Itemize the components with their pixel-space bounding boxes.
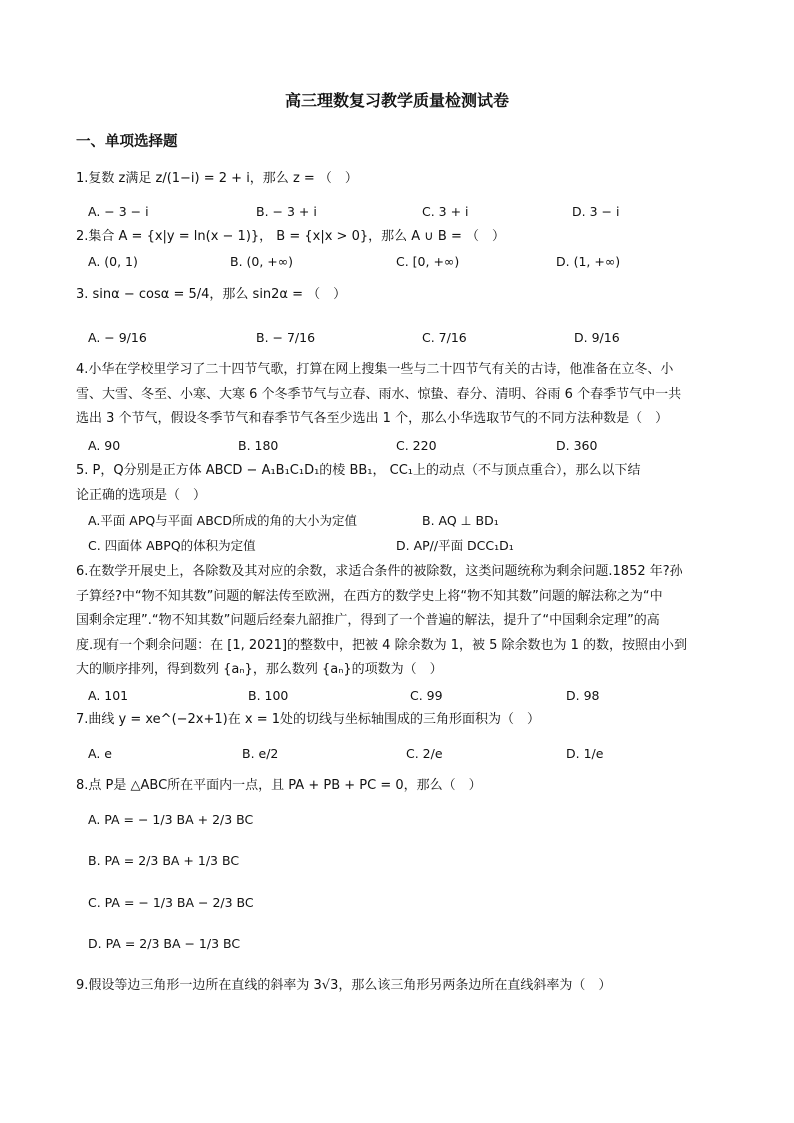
question-6-stem-line-5: 大的顺序排列，得到数列 {aₙ}，那么数列 {aₙ}的项数为（ ） bbox=[76, 662, 443, 677]
q4-option-d[interactable]: D. 360 bbox=[556, 438, 598, 453]
question-5-stem-line-2: 论正确的选项是（ ） bbox=[76, 487, 207, 503]
question-2-options bbox=[88, 250, 728, 274]
question-5-options-row-1 bbox=[88, 509, 728, 533]
question-8 bbox=[76, 774, 726, 799]
q1-option-a[interactable]: A. − 3 − i bbox=[88, 204, 149, 219]
question-4-stem-line-1: 4.小华在学校里学习了二十四节气歌，打算在网上搜集一些与二十四节气有关的古诗，他准备在立冬、小 bbox=[76, 362, 674, 377]
exam-title: 高三理数复习教学质量检测试卷 bbox=[284, 91, 509, 110]
q3-option-b[interactable]: B. − 7/16 bbox=[256, 330, 316, 345]
q6-option-b[interactable]: B. 100 bbox=[248, 688, 289, 703]
question-4-stem-line-2: 雪、大雪、冬至、小寒、大寒 6 个冬季节气与立春、雨水、惊蛰、春分、清明、谷雨 6 个春季节气中一共 bbox=[76, 386, 682, 402]
question-6 bbox=[76, 560, 726, 683]
question-5-options-row-2 bbox=[88, 534, 728, 558]
q2-option-a[interactable]: A. (0, 1) bbox=[88, 254, 138, 269]
question-4 bbox=[76, 358, 726, 432]
q1-option-c[interactable]: C. 3 + i bbox=[422, 204, 469, 219]
question-6-stem-line-4: 度.现有一个剩余问题：在 [1, 2021]的整数中，把被 4 除余数为 1，被 5 除余数也为 1 的数，按照由小到 bbox=[76, 637, 688, 653]
q4-option-b[interactable]: B. 180 bbox=[238, 438, 279, 453]
q7-option-d[interactable]: D. 1/e bbox=[566, 746, 604, 761]
question-1 bbox=[76, 167, 726, 192]
q6-option-c[interactable]: C. 99 bbox=[410, 688, 443, 703]
question-1-options bbox=[88, 200, 728, 224]
q7-option-b[interactable]: B. e/2 bbox=[242, 746, 279, 761]
q1-option-b[interactable]: B. − 3 + i bbox=[256, 204, 317, 219]
question-3-stem: 3. sinα − cosα = 5/4，那么 sin2α = （ ） bbox=[76, 287, 347, 302]
q2-option-b[interactable]: B. (0, +∞) bbox=[230, 254, 294, 269]
question-1-stem: 1.复数 z满足 z/(1−i) = 2 + i，那么 z = （ ） bbox=[76, 171, 358, 186]
question-6-options bbox=[88, 684, 728, 708]
question-3-options bbox=[88, 326, 728, 350]
question-6-stem-line-1: 6.在数学开展史上，各除数及其对应的余数，求适合条件的被除数，这类问题统称为剩余问题.1852 年?孙 bbox=[76, 564, 683, 579]
q2-option-c[interactable]: C. [0, +∞) bbox=[396, 254, 460, 269]
question-7-options bbox=[88, 742, 728, 766]
question-4-options bbox=[88, 434, 728, 458]
question-8-stem: 8.点 P是 △ABC所在平面内一点，且 PA + PB + PC = 0，那么（ ） bbox=[76, 778, 482, 793]
q8-option-c[interactable]: C. PA = − 1/3 BA − 2/3 BC bbox=[88, 895, 254, 910]
q8-option-d[interactable]: D. PA = 2/3 BA − 1/3 BC bbox=[88, 936, 241, 951]
q8-option-b[interactable]: B. PA = 2/3 BA + 1/3 BC bbox=[88, 853, 240, 868]
q5-option-c[interactable]: C. 四面体 ABPQ的体积为定值 bbox=[88, 538, 256, 553]
q4-option-a[interactable]: A. 90 bbox=[88, 438, 121, 453]
q5-option-a[interactable]: A.平面 APQ与平面 ABCD所成的角的大小为定值 bbox=[88, 513, 357, 528]
q6-option-d[interactable]: D. 98 bbox=[566, 688, 600, 703]
q4-option-c[interactable]: C. 220 bbox=[396, 438, 437, 453]
question-7 bbox=[76, 708, 726, 733]
q3-option-c[interactable]: C. 7/16 bbox=[422, 330, 467, 345]
q5-option-b[interactable]: B. AQ ⊥ BD₁ bbox=[422, 513, 499, 528]
q7-option-c[interactable]: C. 2/e bbox=[406, 746, 443, 761]
question-6-stem-line-3: 国剩余定理”.“物不知其数”问题后经秦九韶推广，得到了一个普遍的解法，提升了“中国剩余定理”的高 bbox=[76, 613, 660, 628]
q1-option-d[interactable]: D. 3 − i bbox=[572, 204, 620, 219]
q3-option-a[interactable]: A. − 9/16 bbox=[88, 330, 147, 345]
q5-option-d[interactable]: D. AP//平面 DCC₁D₁ bbox=[396, 538, 514, 553]
question-4-stem-line-3: 选出 3 个节气，假设冬季节气和春季节气各至少选出 1 个，那么小华选取节气的不同方法种数是（ ） bbox=[76, 411, 669, 426]
question-7-stem: 7.曲线 y = xe^(−2x+1)在 x = 1处的切线与坐标轴围成的三角形面积为（ ） bbox=[76, 712, 540, 727]
q8-option-a[interactable]: A. PA = − 1/3 BA + 2/3 BC bbox=[88, 812, 254, 827]
question-2-stem: 2.集合 A = {x|y = ln(x − 1)}， B = {x|x > 0}，那么 A ∪ B = （ ） bbox=[76, 229, 505, 244]
question-6-stem-line-2: 子算经?中“物不知其数”问题的解法传至欧洲，在西方的数学史上将“物不知其数”问题的解法称之为“中 bbox=[76, 588, 663, 604]
section-heading: 一、单项选择题 bbox=[76, 134, 178, 150]
q7-option-a[interactable]: A. e bbox=[88, 746, 112, 761]
q6-option-a[interactable]: A. 101 bbox=[88, 688, 129, 703]
question-9-stem: 9.假设等边三角形一边所在直线的斜率为 3√3，那么该三角形另两条边所在直线斜率为（ ） bbox=[76, 978, 612, 993]
question-9 bbox=[76, 974, 726, 999]
question-5-stem-line-1: 5. P，Q分别是正方体 ABCD − A₁B₁C₁D₁的棱 BB₁， CC₁上的动点（不与顶点重合），那么以下结 bbox=[76, 463, 641, 478]
question-2 bbox=[76, 225, 726, 250]
question-3 bbox=[76, 283, 726, 308]
q3-option-d[interactable]: D. 9/16 bbox=[574, 330, 620, 345]
q2-option-d[interactable]: D. (1, +∞) bbox=[556, 254, 621, 269]
question-5 bbox=[76, 459, 726, 508]
